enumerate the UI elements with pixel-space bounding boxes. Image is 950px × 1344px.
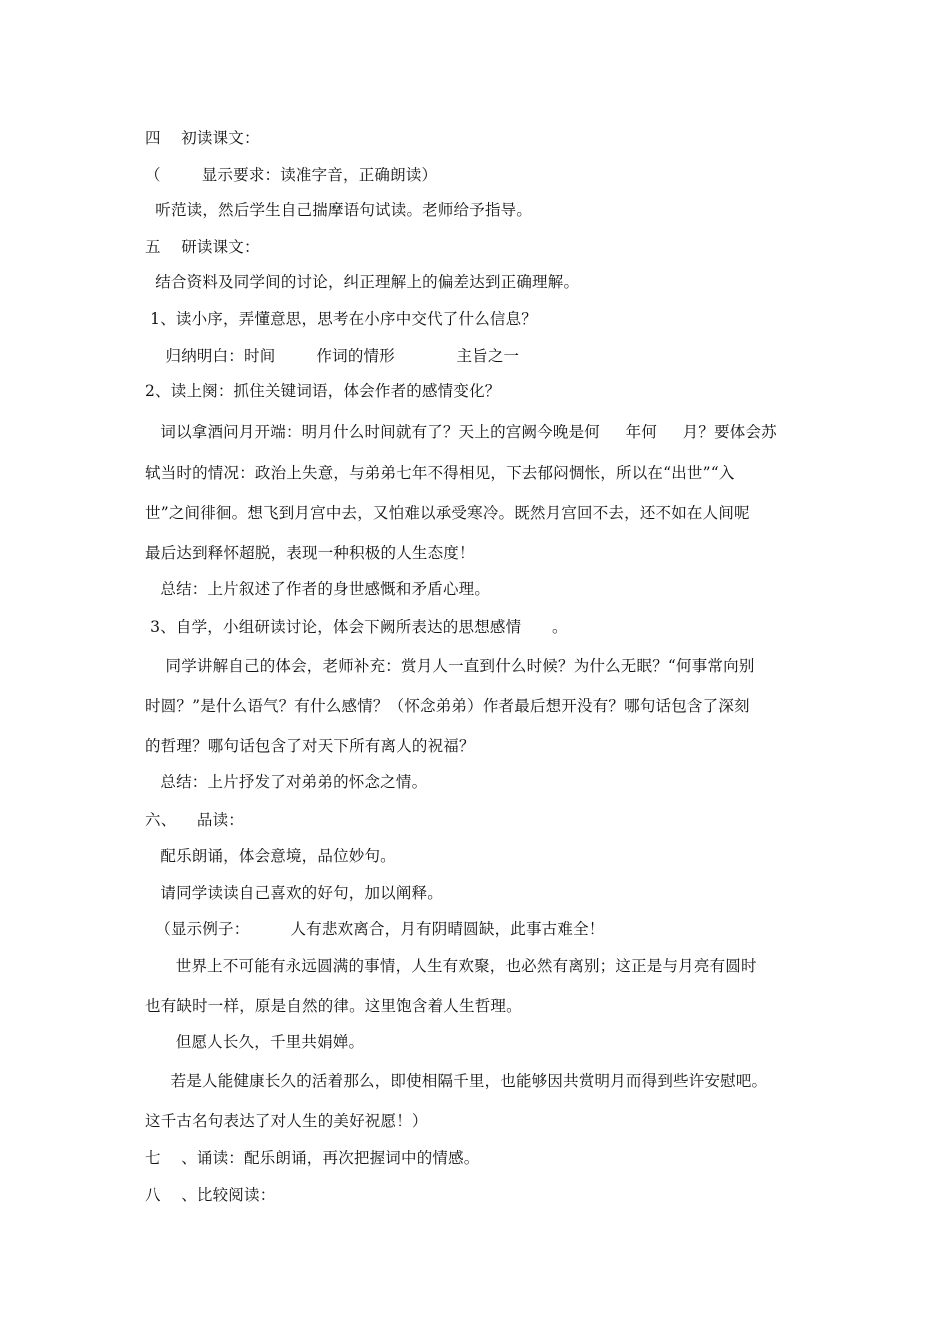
section-heading-8: 八 、比较阅读： (145, 1186, 276, 1204)
text-line: 配乐朗诵，体会意境，品位妙句。 (145, 847, 396, 865)
text-line: 3、自学，小组研读讨论，体会下阙所表达的思想感情 。 (145, 618, 568, 636)
text-line: 若是人能健康长久的活着那么，即使相隔千里，也能够因共赏明月而得到些许安慰吧。 (145, 1072, 768, 1090)
text-line: 也有缺时一样，原是自然的律。这里饱含着人生哲理。 (145, 997, 522, 1015)
text-line: 世界上不可能有永远圆满的事情，人生有欢聚，也必然有离别；这正是与月亮有圆时 (145, 957, 757, 975)
text-line: 轼当时的情况：政治上失意，与弟弟七年不得相见，下去郁闷惆怅，所以在“出世”“入 (145, 464, 735, 482)
text-line: 2、读上阕：抓住关键词语，体会作者的感情变化？ (145, 382, 501, 400)
section-heading-7: 七 、诵读：配乐朗诵，再次把握词中的情感。 (145, 1149, 480, 1167)
section-heading-5: 五 研读课文： (145, 238, 260, 256)
text-line: 1、读小序，弄懂意思，思考在小序中交代了什么信息？ (145, 310, 537, 328)
section-heading-4: 四 初读课文： (145, 129, 260, 147)
text-line: 的哲理？哪句话包含了对天下所有离人的祝福？ (145, 737, 475, 755)
section-heading-6: 六、 品读： (145, 811, 245, 829)
text-line: 世”之间徘徊。想飞到月宫中去，又怕难以承受寒冷。既然月宫回不去，还不如在人间呢 (145, 504, 750, 522)
text-line: 但愿人长久，千里共娟婵。 (145, 1033, 365, 1051)
text-line: 总结：上片叙述了作者的身世感慨和矛盾心理。 (145, 580, 491, 598)
text-line: 听范读，然后学生自己揣摩语句试读。老师给予指导。 (145, 201, 533, 219)
text-line: 这千古名句表达了对人生的美好祝愿！） (145, 1112, 428, 1130)
text-line: 结合资料及同学间的讨论，纠正理解上的偏差达到正确理解。 (145, 273, 580, 291)
text-line: 词以拿酒问月开端：明月什么时间就有了？天上的宫阙今晚是何 年何 月？要体会苏 (145, 423, 777, 441)
text-line: 请同学读读自己喜欢的好句，加以阐释。 (145, 884, 443, 902)
text-line: 归纳明白：时间 作词的情形 主旨之一 (145, 347, 520, 365)
text-line: 总结：上片抒发了对弟弟的怀念之情。 (145, 773, 428, 791)
text-line: （ 显示要求：读准字音，正确朗读） (145, 166, 438, 184)
text-line: 同学讲解自己的体会，老师补充：赏月人一直到什么时候？为什么无眠？“何事常向别 (145, 657, 755, 675)
text-line: 时圆？”是什么语气？有什么感情？（怀念弟弟）作者最后想开没有？哪句话包含了深刻 (145, 697, 750, 715)
text-line: （显示例子： 人有悲欢离合，月有阴晴圆缺，此事古难全！ (145, 920, 605, 938)
text-line: 最后达到释怀超脱，表现一种积极的人生态度！ (145, 544, 475, 562)
